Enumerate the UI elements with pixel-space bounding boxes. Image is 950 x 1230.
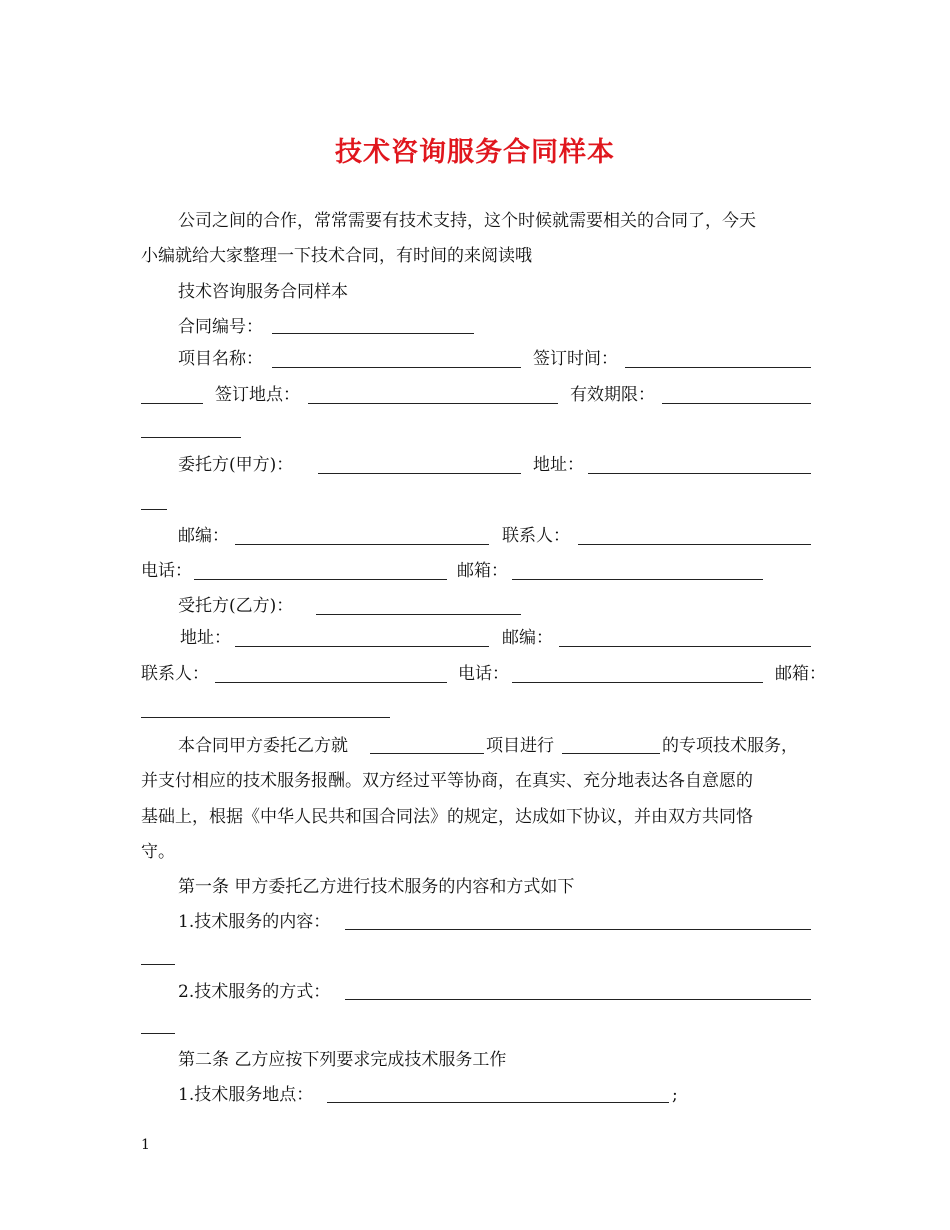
party-a-email-field[interactable]	[512, 579, 763, 580]
party-b-label: 受托方(乙方)：	[178, 596, 294, 616]
entrust-text-2: 项目进行	[486, 736, 554, 756]
party-b-field[interactable]	[316, 614, 521, 615]
entrust-service-field[interactable]	[562, 753, 660, 754]
contract-no-label: 合同编号：	[178, 317, 263, 337]
party-a-contact-label: 联系人：	[502, 526, 570, 546]
article-1-item-1-field-cont[interactable]	[141, 964, 175, 965]
page-title: 技术咨询服务合同样本	[335, 137, 615, 168]
doc-title: 技术咨询服务合同样本	[178, 282, 348, 302]
valid-period-field-cont[interactable]	[141, 437, 241, 438]
sign-time-field-cont[interactable]	[141, 403, 203, 404]
article-1-item-1-field[interactable]	[345, 929, 811, 930]
article-1-item-1-label: 1.技术服务的内容：	[178, 912, 331, 932]
party-b-address-label: 地址：	[180, 628, 231, 648]
party-b-postcode-label: 邮编：	[502, 628, 553, 648]
party-a-email-label: 邮箱：	[457, 561, 508, 581]
party-a-phone-label: 电话：	[141, 561, 192, 581]
article-2-item-1-label: 1.技术服务地点：	[178, 1085, 314, 1105]
party-a-address-field[interactable]	[588, 473, 811, 474]
sign-time-label: 签订时间：	[533, 349, 618, 369]
project-name-field[interactable]	[272, 367, 521, 368]
sign-place-field[interactable]	[308, 403, 558, 404]
page-number: 1	[141, 1137, 150, 1153]
party-b-phone-label: 电话：	[458, 664, 509, 684]
article-2-heading: 第二条 乙方应按下列要求完成技术服务工作	[178, 1050, 507, 1070]
party-b-address-field[interactable]	[235, 646, 489, 647]
valid-period-field[interactable]	[662, 403, 811, 404]
entrust-project-field[interactable]	[370, 753, 484, 754]
party-a-field[interactable]	[318, 473, 521, 474]
party-b-email-field[interactable]	[141, 717, 390, 718]
entrust-line-3: 基础上，根据《中华人民共和国合同法》的规定，达成如下协议，并由双方共同恪	[141, 807, 753, 827]
contract-no-field[interactable]	[272, 333, 474, 334]
article-1-heading: 第一条 甲方委托乙方进行技术服务的内容和方式如下	[178, 877, 575, 897]
party-a-label: 委托方(甲方)：	[178, 455, 294, 475]
party-b-phone-field[interactable]	[512, 682, 763, 683]
party-a-address-field-cont[interactable]	[141, 509, 167, 510]
sign-time-field[interactable]	[625, 367, 811, 368]
sign-place-label: 签订地点：	[215, 385, 300, 405]
party-a-postcode-label: 邮编：	[178, 526, 229, 546]
party-a-postcode-field[interactable]	[235, 544, 489, 545]
entrust-text-3: 的专项技术服务，	[662, 736, 798, 756]
party-b-postcode-field[interactable]	[559, 646, 811, 647]
article-1-item-2-field-cont[interactable]	[141, 1033, 175, 1034]
article-1-item-2-field[interactable]	[345, 999, 811, 1000]
party-a-address-label: 地址：	[533, 455, 584, 475]
entrust-text-1: 本合同甲方委托乙方就	[178, 736, 348, 756]
valid-period-label: 有效期限：	[570, 385, 655, 405]
project-name-label: 项目名称：	[178, 349, 263, 369]
article-1-item-2-label: 2.技术服务的方式：	[178, 982, 331, 1002]
entrust-line-2: 并支付相应的技术服务报酬。双方经过平等协商，在真实、充分地表达各自意愿的	[141, 771, 753, 791]
party-a-contact-field[interactable]	[578, 544, 811, 545]
party-b-email-label: 邮箱：	[775, 664, 826, 684]
semicolon: ;	[672, 1085, 678, 1105]
intro-line-1: 公司之间的合作，常常需要有技术支持，这个时候就需要相关的合同了，今天	[178, 211, 756, 231]
party-b-contact-label: 联系人：	[141, 664, 209, 684]
entrust-line-4: 守。	[141, 842, 175, 862]
party-a-phone-field[interactable]	[194, 579, 447, 580]
party-b-contact-field[interactable]	[215, 682, 447, 683]
intro-line-2: 小编就给大家整理一下技术合同，有时间的来阅读哦	[141, 246, 532, 266]
article-2-item-1-field[interactable]	[327, 1102, 669, 1103]
